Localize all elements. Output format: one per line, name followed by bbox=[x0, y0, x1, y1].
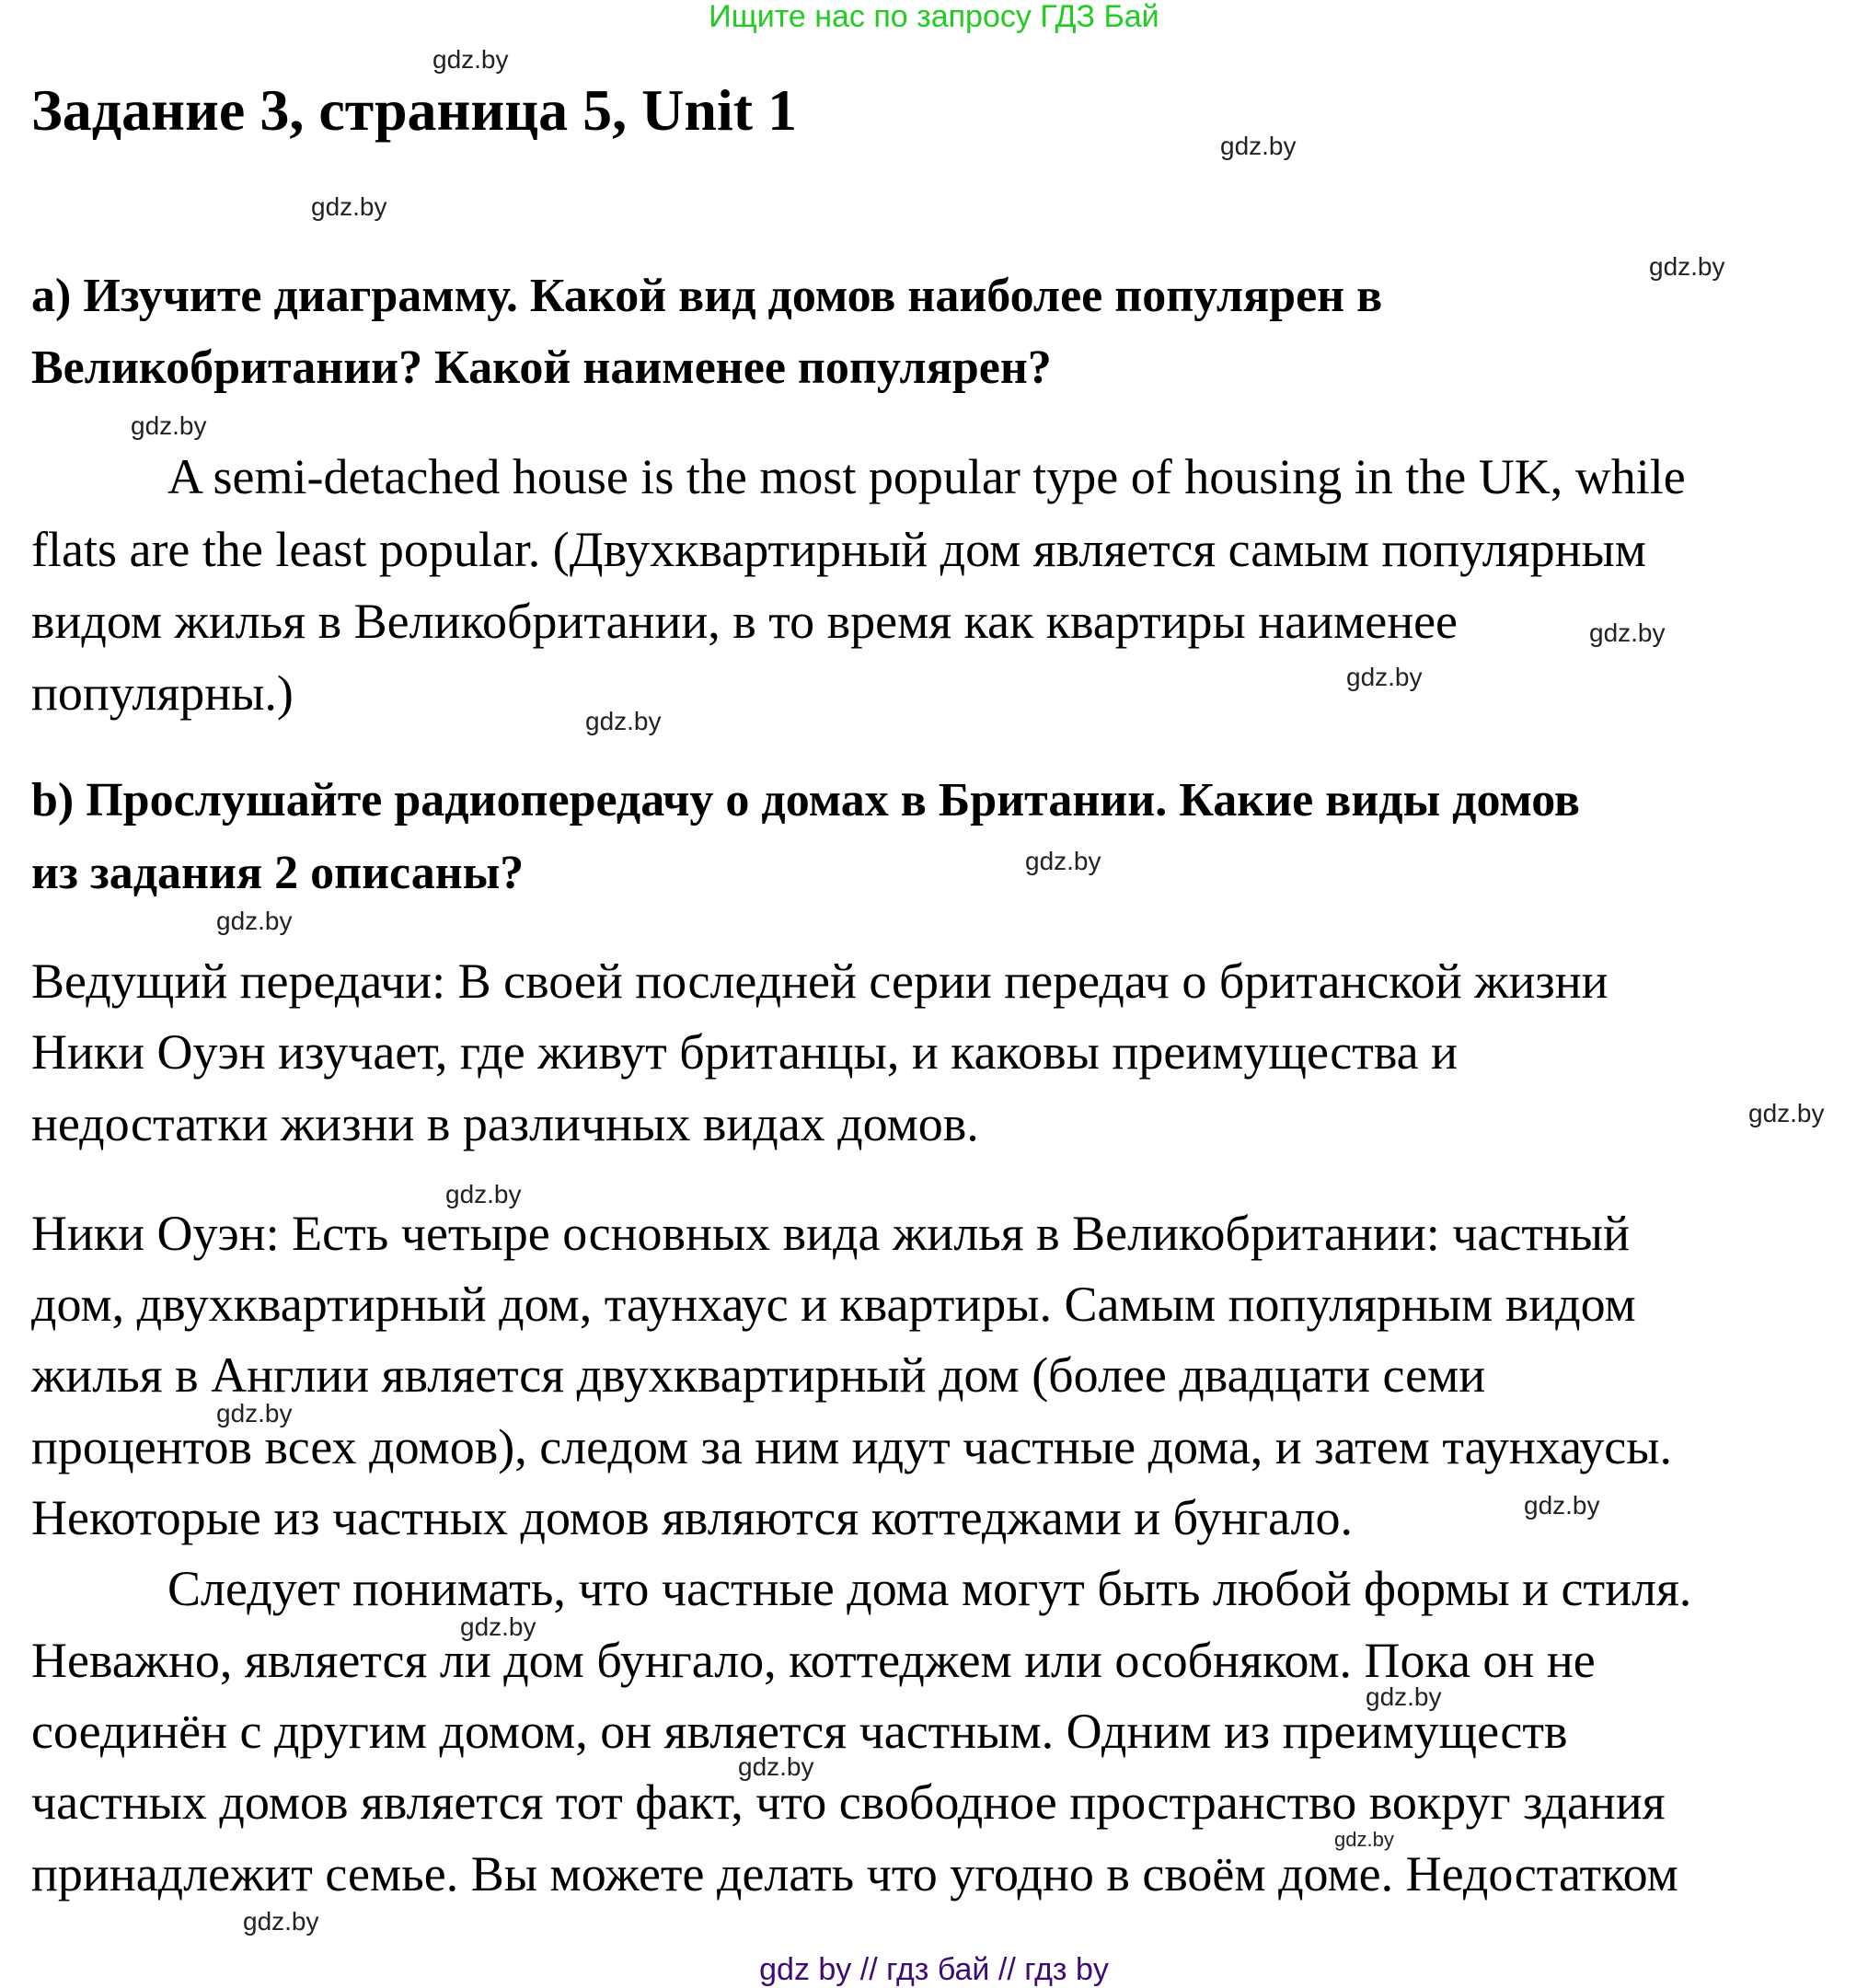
host-line-2: Ники Оуэн изучает, где живут британцы, и каковы преимущества и bbox=[31, 1024, 1458, 1080]
watermark: gdz.by bbox=[738, 1752, 814, 1781]
para-line-1: Следует понимать, что частные дома могут быть любой формы и стиля. bbox=[167, 1561, 1692, 1616]
watermark: gdz.by bbox=[1334, 1828, 1394, 1851]
host-line-3: недостатки жизни в различных видах домов. bbox=[31, 1096, 979, 1151]
nicky-line-1: Ники Оуэн: Есть четыре основных вида жилья в Великобритании: частный bbox=[31, 1206, 1630, 1261]
watermark: gdz.by bbox=[131, 411, 207, 440]
watermark: gdz.by bbox=[460, 1612, 536, 1641]
task-a-answer-line-4: популярны.) bbox=[31, 665, 294, 721]
watermark: gdz.by bbox=[445, 1180, 522, 1208]
watermark: gdz.by bbox=[216, 907, 293, 935]
nicky-line-5: Некоторые из частных домов являются коттеджами и бунгало. bbox=[31, 1490, 1354, 1545]
watermark: gdz.by bbox=[243, 1907, 319, 1936]
task-b-question-line-2: из задания 2 описаны? bbox=[31, 847, 525, 899]
para-line-5: принадлежит семье. Вы можете делать что угодно в своём доме. Недостатком bbox=[31, 1846, 1678, 1901]
nicky-line-4: процентов всех домов), следом за ним идут частные дома, и затем таунхаусы. bbox=[31, 1419, 1672, 1474]
para-line-2: Неважно, является ли дом бунгало, коттеджем или особняком. Пока он не bbox=[31, 1633, 1596, 1688]
para-line-4: частных домов является тот факт, что свободное пространство вокруг здания bbox=[31, 1774, 1666, 1830]
nicky-line-3: жилья в Англии является двухквартирный дом (более двадцати семи bbox=[31, 1347, 1486, 1403]
watermark: gdz.by bbox=[1025, 847, 1101, 875]
watermark: gdz.by bbox=[216, 1399, 293, 1427]
watermark: gdz.by bbox=[1524, 1491, 1600, 1520]
page-title: Задание 3, страница 5, Unit 1 bbox=[31, 77, 798, 143]
task-a-answer-line-1: A semi-detached house is the most popular type of housing in the UK, while bbox=[167, 449, 1686, 504]
para-line-3: соединён с другим домом, он является частным. Одним из преимуществ bbox=[31, 1704, 1568, 1759]
watermark: gdz.by bbox=[1748, 1099, 1825, 1127]
task-a-question-line-2: Великобритании? Какой наименее популярен? bbox=[31, 341, 1052, 394]
search-banner: Ищите нас по запросу ГДЗ Бай bbox=[709, 0, 1159, 34]
watermark: gdz.by bbox=[1589, 618, 1666, 647]
host-line-1: Ведущий передачи: В своей последней серии передач о британской жизни bbox=[31, 954, 1609, 1009]
task-a-answer-line-2: flats are the least popular. (Двухквартирный дом является самым популярным bbox=[31, 522, 1646, 577]
watermark: gdz.by bbox=[432, 45, 509, 74]
watermark: gdz.by bbox=[1346, 663, 1423, 691]
nicky-line-2: дом, двухквартирный дом, таунхаус и квартиры. Самым популярным видом bbox=[31, 1277, 1636, 1332]
task-a-answer-line-3: видом жилья в Великобритании, в то время как квартиры наименее bbox=[31, 594, 1459, 649]
task-a-question-line-1: a) Изучите диаграмму. Какой вид домов наиболее популярен в bbox=[31, 270, 1383, 322]
watermark: gdz.by bbox=[585, 707, 662, 735]
watermark: gdz.by bbox=[1649, 252, 1725, 281]
task-b-question-line-1: b) Прослушайте радиопередачу о домах в Британии. Какие виды домов bbox=[31, 774, 1581, 826]
watermark: gdz.by bbox=[1366, 1682, 1442, 1711]
watermark: gdz.by bbox=[1220, 132, 1297, 160]
footer-links[interactable]: gdz by // гдз бай // гдз by bbox=[759, 1952, 1109, 1987]
watermark: gdz.by bbox=[311, 192, 387, 221]
